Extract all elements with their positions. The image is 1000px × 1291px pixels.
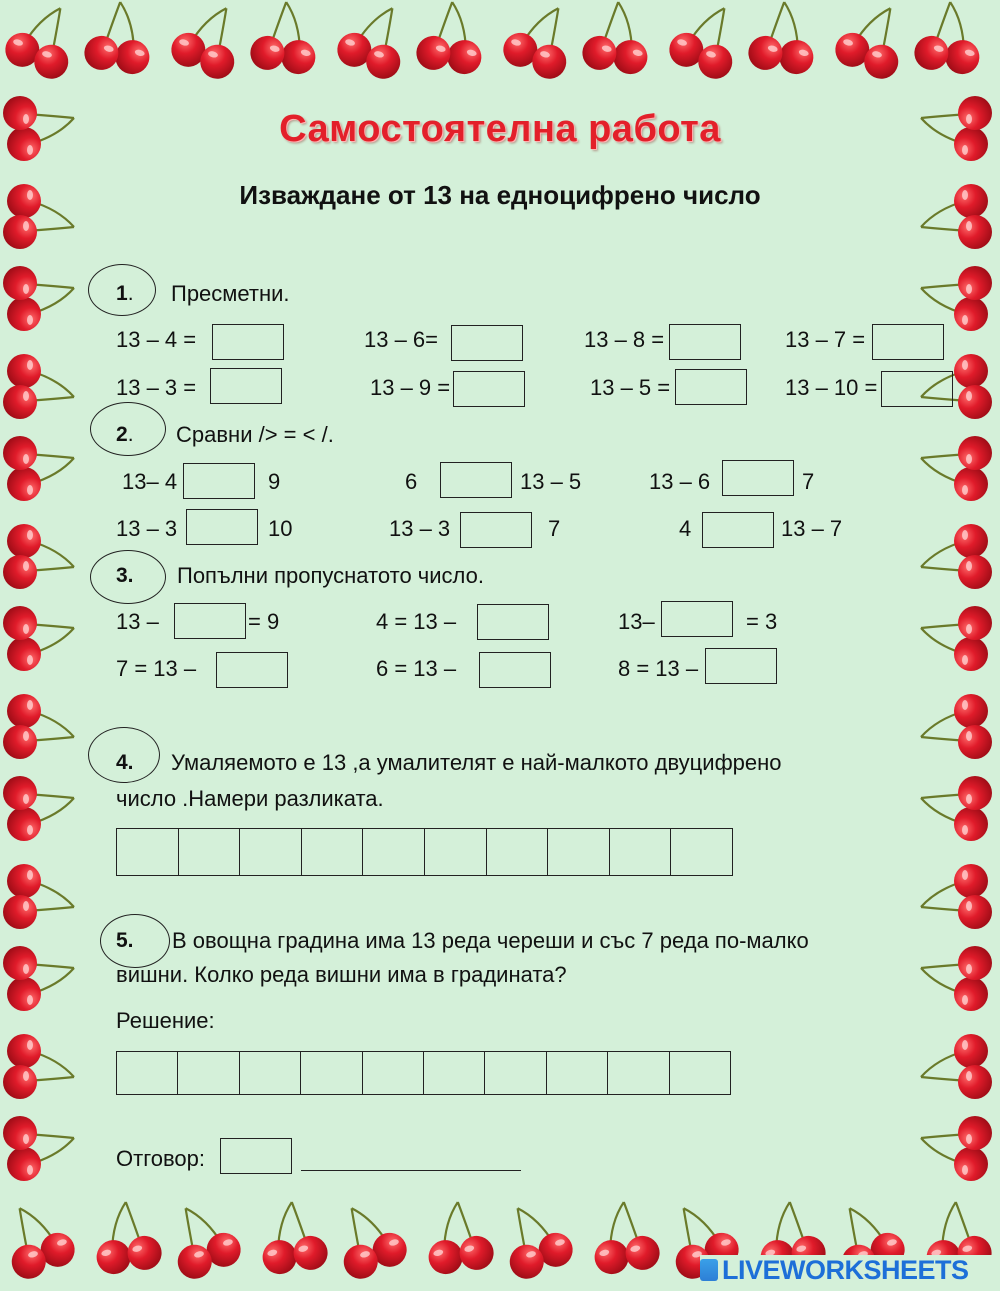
t3-expr-6: 8 = 13 –	[618, 656, 699, 681]
grid-cell[interactable]	[547, 1052, 608, 1094]
cherry-icon	[0, 1197, 80, 1282]
t1-expr-5: 13 – 3 =	[116, 375, 197, 400]
task-5-number-circle	[100, 914, 170, 968]
cherry-icon	[582, 1196, 663, 1281]
cherry-icon	[3, 606, 74, 671]
task-2-instruction: Сравни /> = < /.	[176, 422, 334, 447]
cherry-icon	[3, 1116, 74, 1181]
worksheet-title: Самостоятелна работа	[279, 108, 721, 150]
t3-expr-3a: 13–	[618, 609, 655, 634]
t3-missing-box-6[interactable]	[705, 648, 777, 684]
grid-cell[interactable]	[670, 1052, 730, 1094]
t3-expr-1b: = 9	[248, 609, 280, 634]
grid-cell[interactable]	[425, 829, 487, 875]
t3-expr-1a: 13 –	[116, 609, 159, 634]
t3-missing-box-3[interactable]	[661, 601, 733, 637]
liveworksheets-badge-icon	[700, 1259, 718, 1281]
task-3-number: 3.	[116, 564, 134, 587]
task-3-instruction: Попълни пропуснатото число.	[177, 563, 484, 588]
t2-compare-box-3[interactable]	[722, 460, 794, 496]
cherry-icon	[84, 1196, 165, 1281]
grid-cell[interactable]	[178, 1052, 239, 1094]
task-1-instruction: Пресметни.	[171, 281, 290, 306]
t1-expr-1: 13 – 4 =	[116, 327, 197, 352]
t2-compare-box-2[interactable]	[440, 462, 512, 498]
cherry-icon	[330, 1197, 411, 1282]
solution-label: Решение:	[116, 1008, 215, 1033]
t3-missing-box-5[interactable]	[479, 652, 551, 688]
grid-cell[interactable]	[301, 1052, 362, 1094]
t1-answer-box-2[interactable]	[451, 325, 523, 361]
t2-left-5: 13 – 3	[389, 516, 451, 541]
cherry-icon	[921, 1116, 992, 1181]
cherry-icon	[166, 0, 247, 83]
task-2-number: 2.	[116, 423, 134, 446]
t2-left-6: 4	[679, 516, 692, 541]
cherry-icon	[921, 694, 992, 759]
grid-cell[interactable]	[302, 829, 364, 875]
grid-cell[interactable]	[179, 829, 241, 875]
cherry-icon	[413, 0, 494, 82]
t1-expr-7: 13 – 5 =	[590, 375, 671, 400]
grid-cell[interactable]	[240, 829, 302, 875]
cherry-icon	[3, 266, 74, 331]
t2-left-1: 13– 4	[122, 469, 178, 494]
cherry-icon	[911, 0, 992, 82]
grid-cell[interactable]	[117, 829, 179, 875]
cherry-icon	[81, 0, 162, 82]
cherry-icon	[247, 0, 328, 82]
t2-left-3: 13 – 6	[649, 469, 711, 494]
task-4-answer-grid[interactable]	[116, 828, 733, 876]
t3-expr-5: 6 = 13 –	[376, 656, 457, 681]
grid-cell[interactable]	[548, 829, 610, 875]
grid-cell[interactable]	[240, 1052, 301, 1094]
cherry-icon	[496, 1197, 577, 1282]
t1-answer-box-8[interactable]	[881, 371, 953, 407]
t1-answer-box-1[interactable]	[212, 324, 284, 360]
task-5-number: 5.	[116, 929, 134, 952]
grid-cell[interactable]	[424, 1052, 485, 1094]
cherry-icon	[0, 0, 81, 83]
cherry-icon	[3, 864, 74, 929]
t3-expr-2: 4 = 13 –	[376, 609, 457, 634]
t3-missing-box-2[interactable]	[477, 604, 549, 640]
t2-right-2: 13 – 5	[520, 469, 582, 494]
task-5-text-line-1: В овощна градина има 13 реда череши и със 7 реда по-малко	[172, 928, 809, 953]
grid-cell[interactable]	[117, 1052, 178, 1094]
grid-cell[interactable]	[610, 829, 672, 875]
grid-cell[interactable]	[487, 829, 549, 875]
t1-expr-4: 13 – 7 =	[785, 327, 866, 352]
cherry-icon	[498, 0, 579, 83]
t1-expr-2: 13 – 6=	[364, 327, 439, 352]
liveworksheets-logo	[700, 1255, 995, 1285]
task-4-number: 4.	[116, 751, 134, 774]
cherry-icon	[921, 266, 992, 331]
cherry-icon	[579, 0, 660, 82]
t3-missing-box-4[interactable]	[216, 652, 288, 688]
cherry-icon	[921, 606, 992, 671]
answer-label: Отговор:	[116, 1146, 205, 1171]
t1-answer-box-3[interactable]	[669, 324, 741, 360]
cherry-icon	[830, 0, 911, 83]
cherry-icon	[3, 524, 74, 589]
cherry-icon	[921, 524, 992, 589]
t3-missing-box-1[interactable]	[174, 603, 246, 639]
t2-compare-box-4[interactable]	[186, 509, 258, 545]
grid-cell[interactable]	[363, 1052, 424, 1094]
grid-cell[interactable]	[485, 1052, 546, 1094]
t1-answer-box-4[interactable]	[872, 324, 944, 360]
answer-text-line[interactable]	[301, 1150, 521, 1171]
answer-number-box[interactable]	[220, 1138, 292, 1174]
t3-expr-4: 7 = 13 –	[116, 656, 197, 681]
cherry-icon	[3, 694, 74, 759]
t1-expr-6: 13 – 9 =	[370, 375, 451, 400]
cherry-icon	[921, 436, 992, 501]
liveworksheets-wordmark: LIVEWORKSHEETS	[722, 1255, 969, 1285]
grid-cell[interactable]	[363, 829, 425, 875]
t1-answer-box-6[interactable]	[453, 371, 525, 407]
cherry-icon	[921, 776, 992, 841]
t2-right-4: 10	[268, 516, 293, 541]
task-4-text-line-2: число .Намери разликата.	[116, 786, 384, 811]
grid-cell[interactable]	[608, 1052, 669, 1094]
t2-compare-box-5[interactable]	[460, 512, 532, 548]
cherry-icon	[3, 354, 74, 419]
cherry-icon	[3, 436, 74, 501]
cherry-icon	[416, 1196, 497, 1281]
task-5-text-line-2: вишни. Колко реда вишни има в градината?	[116, 962, 567, 987]
cherry-icon	[745, 0, 826, 82]
t3-expr-3b: = 3	[746, 609, 778, 634]
cherry-icon	[3, 776, 74, 841]
t2-right-6: 13 – 7	[781, 516, 843, 541]
t2-left-4: 13 – 3	[116, 516, 178, 541]
cherry-icon	[332, 0, 413, 83]
t1-expr-3: 13 – 8 =	[584, 327, 665, 352]
t2-compare-box-1[interactable]	[183, 463, 255, 499]
t2-right-1: 9	[268, 469, 281, 494]
t1-answer-box-7[interactable]	[675, 369, 747, 405]
task-1-number: 1.	[116, 282, 134, 305]
grid-cell[interactable]	[671, 829, 732, 875]
worksheet-subtitle: Изваждане от 13 на едноцифрено число	[239, 180, 761, 210]
cherry-icon	[250, 1196, 331, 1281]
task-4-text-line-1: Умаляемото е 13 ,а умалителят е най-малкото двуцифрено	[171, 750, 782, 775]
t2-right-5: 7	[548, 516, 561, 541]
t1-expr-8: 13 – 10 =	[785, 375, 878, 400]
t1-answer-box-5[interactable]	[210, 368, 282, 404]
cherry-icon	[921, 864, 992, 929]
t2-left-2: 6	[405, 469, 418, 494]
cherry-icon	[3, 1034, 74, 1099]
t2-right-3: 7	[802, 469, 815, 494]
cherry-icon	[921, 946, 992, 1011]
t2-compare-box-6[interactable]	[702, 512, 774, 548]
cherry-icon	[664, 0, 745, 83]
cherry-icon	[3, 946, 74, 1011]
solution-grid[interactable]	[116, 1051, 731, 1095]
cherry-icon	[164, 1197, 245, 1282]
cherry-icon	[921, 1034, 992, 1099]
